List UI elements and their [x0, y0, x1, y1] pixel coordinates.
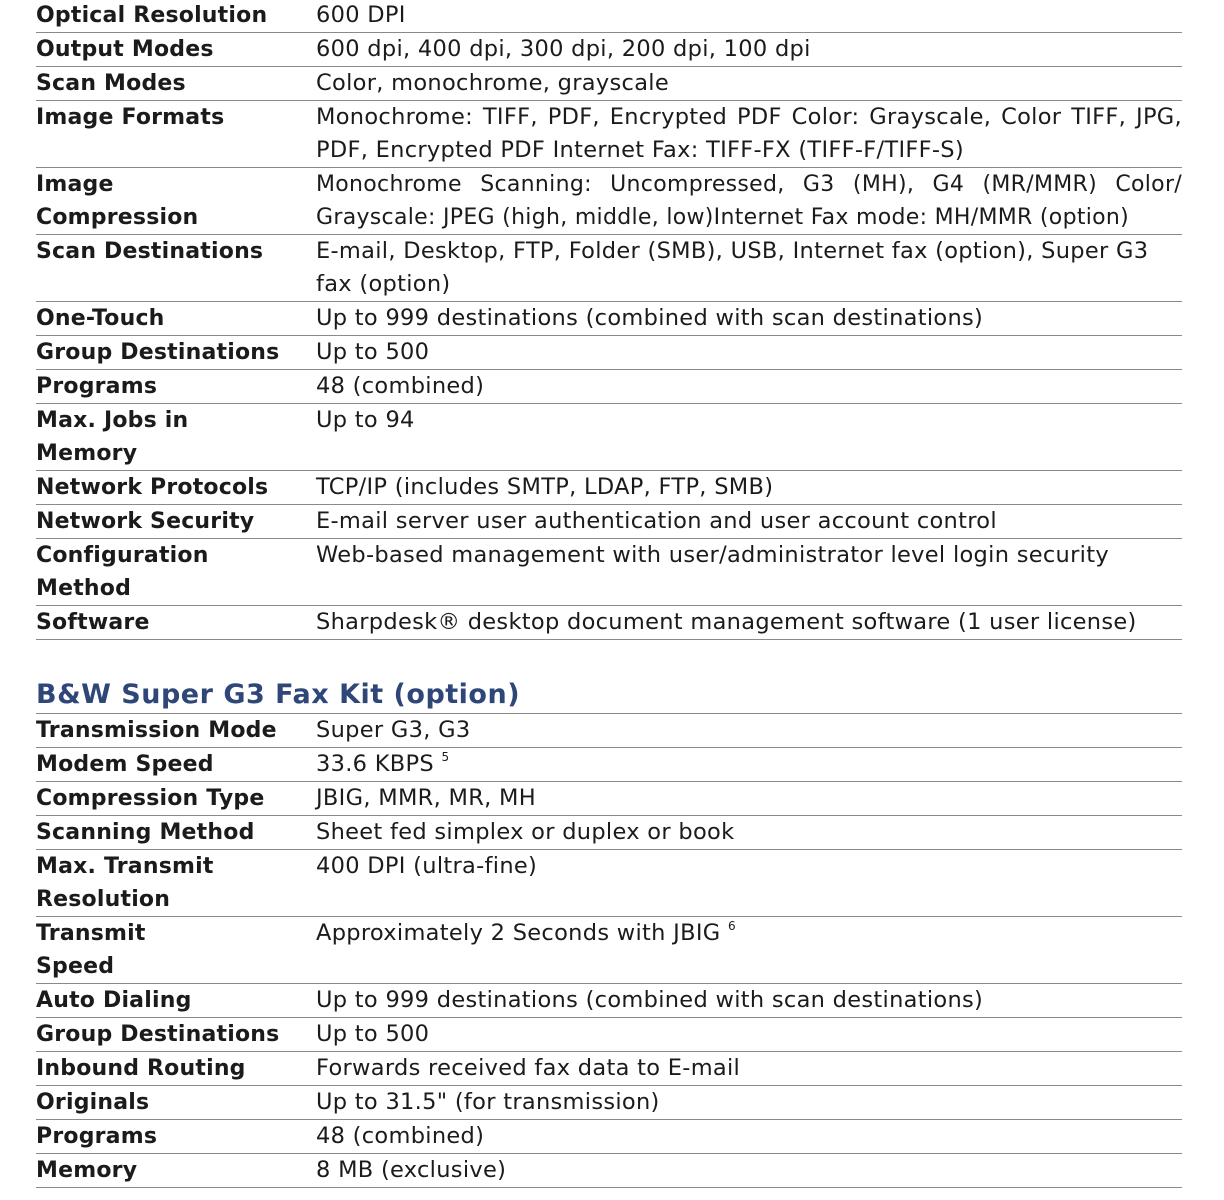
section-heading: B&W Super G3 Fax Kit (option): [36, 678, 1182, 714]
spec-value-text: Approximately 2 Seconds with JBIG: [316, 920, 721, 946]
spec-label: Originals: [36, 1090, 150, 1115]
spec-row-max-transmit-resolution: [36, 850, 1182, 917]
spec-value-text: 33.6 KBPS: [316, 751, 434, 777]
spec-label: Compression Type: [36, 786, 265, 811]
spec-label: Memory: [36, 1158, 138, 1183]
fax-spec-table: [36, 714, 1182, 1188]
spec-value: Super G3, G3: [316, 717, 471, 743]
spec-label: Transmission Mode: [36, 718, 277, 743]
spec-row-memory: [36, 1154, 1182, 1188]
spec-label: Max. Transmit Resolution: [36, 854, 214, 912]
scanner-spec-table: [36, 0, 1182, 639]
spec-row-auto-dialing: [36, 984, 1182, 1018]
spec-label: Modem Speed: [36, 752, 214, 777]
spec-label: One-Touch: [36, 306, 165, 331]
spec-row-image-formats: [36, 101, 1182, 168]
spec-sheet: [36, 0, 1182, 1188]
spec-row-software: [36, 606, 1182, 639]
spec-row-scan-destinations: [36, 235, 1182, 302]
spec-value: Forwards received fax data to E-mail: [316, 1055, 741, 1081]
spec-value: Web-based management with user/administrator level login security: [316, 542, 1109, 568]
spec-label: Auto Dialing: [36, 988, 192, 1013]
spec-row-output-modes: [36, 33, 1182, 67]
spec-value: Monochrome Scanning: Uncompressed, G3 (MH), G4 (MR/MMR) Color/ Grayscale: JPEG (high, middle, low)Internet Fax mode: MH/MMR (option): [316, 172, 1182, 230]
spec-label: Transmit Speed: [36, 921, 146, 979]
spec-row-network-protocols: [36, 471, 1182, 505]
spec-row-transmit-speed: [36, 917, 1182, 984]
spec-value: TCP/IP (includes SMTP, LDAP, FTP, SMB): [316, 474, 774, 500]
spec-label: Programs: [36, 374, 158, 399]
spec-label: Configuration Method: [36, 543, 209, 601]
spec-row-group-destinations: [36, 336, 1182, 370]
spec-value: Up to 500: [316, 339, 430, 365]
spec-value: Color, monochrome, grayscale: [316, 70, 669, 96]
spec-value: Sheet fed simplex or duplex or book: [316, 819, 735, 845]
spec-row-fax-group-destinations: [36, 1018, 1182, 1052]
footnote-marker: 5: [441, 750, 450, 764]
spec-value: 48 (combined): [316, 1123, 485, 1149]
spec-value: Up to 94: [316, 407, 415, 433]
spec-value: Up to 999 destinations (combined with scan destinations): [316, 305, 984, 331]
spec-row-fax-programs: [36, 1120, 1182, 1154]
spec-row-inbound-routing: [36, 1052, 1182, 1086]
spec-row-one-touch: [36, 302, 1182, 336]
spec-value: Monochrome: TIFF, PDF, Encrypted PDF Color: Grayscale, Color TIFF, JPG, PDF, Encrypted PDF Internet Fax: TIFF-FX (TIFF-F/TIFF-S): [316, 104, 1182, 163]
spec-value: 400 DPI (ultra-fine): [316, 853, 538, 879]
spec-value: E-mail, Desktop, FTP, Folder (SMB), USB, Internet fax (option), Super G3 fax (option): [316, 238, 1149, 297]
spec-value: Up to 999 destinations (combined with scan destinations): [316, 987, 984, 1013]
spec-row-compression-type: [36, 782, 1182, 816]
spec-value: 600 dpi, 400 dpi, 300 dpi, 200 dpi, 100 dpi: [316, 36, 811, 62]
section-divider: [36, 639, 1182, 678]
spec-value: JBIG, MMR, MR, MH: [316, 785, 536, 811]
spec-value: [316, 917, 1182, 983]
spec-row-max-jobs: [36, 404, 1182, 471]
spec-label: Network Protocols: [36, 475, 269, 500]
spec-label: Output Modes: [36, 37, 214, 62]
spec-value: 8 MB (exclusive): [316, 1157, 507, 1183]
spec-row-network-security: [36, 505, 1182, 539]
spec-value: E-mail server user authentication and user account control: [316, 508, 997, 534]
spec-label: Image Compression: [36, 172, 199, 230]
spec-label: Group Destinations: [36, 1022, 280, 1047]
spec-label: Scan Modes: [36, 71, 186, 96]
spec-label: Group Destinations: [36, 340, 280, 365]
spec-label: Image Formats: [36, 105, 225, 130]
spec-value: 600 DPI: [316, 2, 406, 28]
spec-row-programs: [36, 370, 1182, 404]
spec-label: Scanning Method: [36, 820, 255, 845]
footnote-marker: 6: [727, 919, 736, 933]
spec-row-image-compression: [36, 168, 1182, 235]
spec-label: Network Security: [36, 509, 255, 534]
spec-label: Max. Jobs in Memory: [36, 408, 189, 466]
spec-value: Up to 31.5" (for transmission): [316, 1089, 660, 1115]
spec-value: [316, 748, 1182, 781]
spec-label: Software: [36, 610, 150, 635]
spec-row-originals: [36, 1086, 1182, 1120]
spec-label: Programs: [36, 1124, 158, 1149]
spec-row-transmission-mode: [36, 714, 1182, 748]
spec-value: Sharpdesk® desktop document management software (1 user license): [316, 609, 1137, 635]
spec-label: Optical Resolution: [36, 3, 268, 28]
spec-row-scanning-method: [36, 816, 1182, 850]
spec-row-optical-resolution: [36, 0, 1182, 33]
spec-label: Scan Destinations: [36, 239, 264, 264]
spec-row-configuration-method: [36, 539, 1182, 606]
spec-row-scan-modes: [36, 67, 1182, 101]
spec-value: 48 (combined): [316, 373, 485, 399]
spec-value: Up to 500: [316, 1021, 430, 1047]
spec-label: Inbound Routing: [36, 1056, 246, 1081]
spec-row-modem-speed: [36, 748, 1182, 782]
